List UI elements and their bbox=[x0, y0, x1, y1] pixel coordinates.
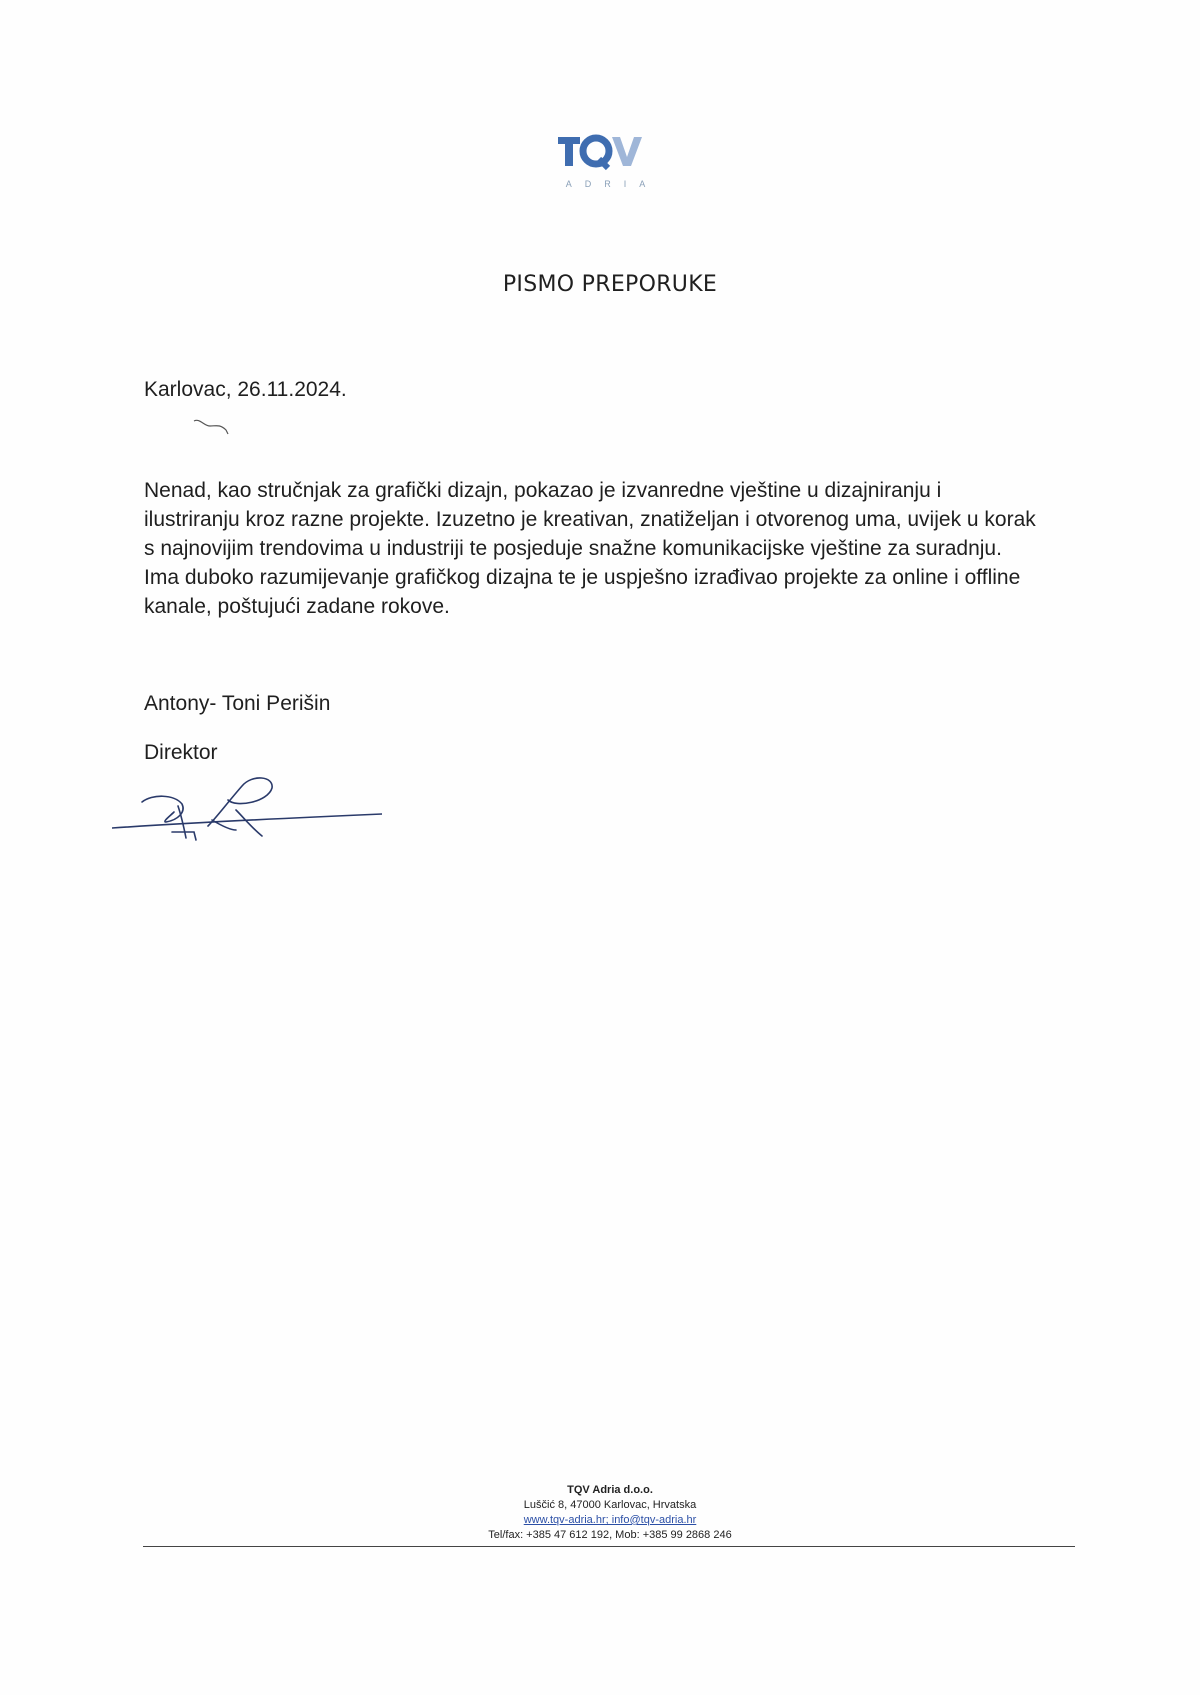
body-line: Nenad, kao stručnjak za grafički dizajn, pokazao je izvanredne vještine u dizajniranju i bbox=[144, 479, 942, 502]
company-logo bbox=[556, 133, 659, 193]
handwritten-signature bbox=[112, 766, 382, 842]
body-line: kanale, poštujući zadane rokove. bbox=[144, 595, 450, 618]
tqv-logo-icon bbox=[556, 133, 656, 179]
logo-subtitle: ADRIA bbox=[565, 179, 659, 189]
letter-footer bbox=[0, 1483, 1200, 1543]
footer-links[interactable]: www.tqv-adria.hr; info@tqv-adria.hr bbox=[523, 1514, 697, 1526]
footer-company: TQV Adria d.o.o. bbox=[567, 1484, 653, 1496]
signer-name: Antony- Toni Perišin bbox=[144, 692, 331, 715]
letter-body bbox=[144, 476, 1084, 621]
footer-divider bbox=[143, 1546, 1075, 1547]
body-line: Ima duboko razumijevanje grafičkog dizajna te je uspješno izrađivao projekte za online i offline bbox=[144, 566, 1021, 589]
body-line: s najnovijim trendovima u industriji te posjeduje snažne komunikacijske vještine za suradnju. bbox=[144, 537, 1002, 560]
body-line: ilustriranju kroz razne projekte. Izuzetno je kreativan, znatiželjan i otvorenog uma, uvijek u korak bbox=[144, 508, 1036, 531]
document-title: PISMO PREPORUKE bbox=[502, 272, 718, 297]
pen-mark-icon bbox=[192, 416, 232, 440]
place-date: Karlovac, 26.11.2024. bbox=[144, 378, 347, 401]
footer-address: Luščić 8, 47000 Karlovac, Hrvatska bbox=[523, 1499, 697, 1511]
footer-phones: Tel/fax: +385 47 612 192, Mob: +385 99 2868 246 bbox=[488, 1529, 732, 1541]
signer-title: Direktor bbox=[144, 741, 218, 764]
